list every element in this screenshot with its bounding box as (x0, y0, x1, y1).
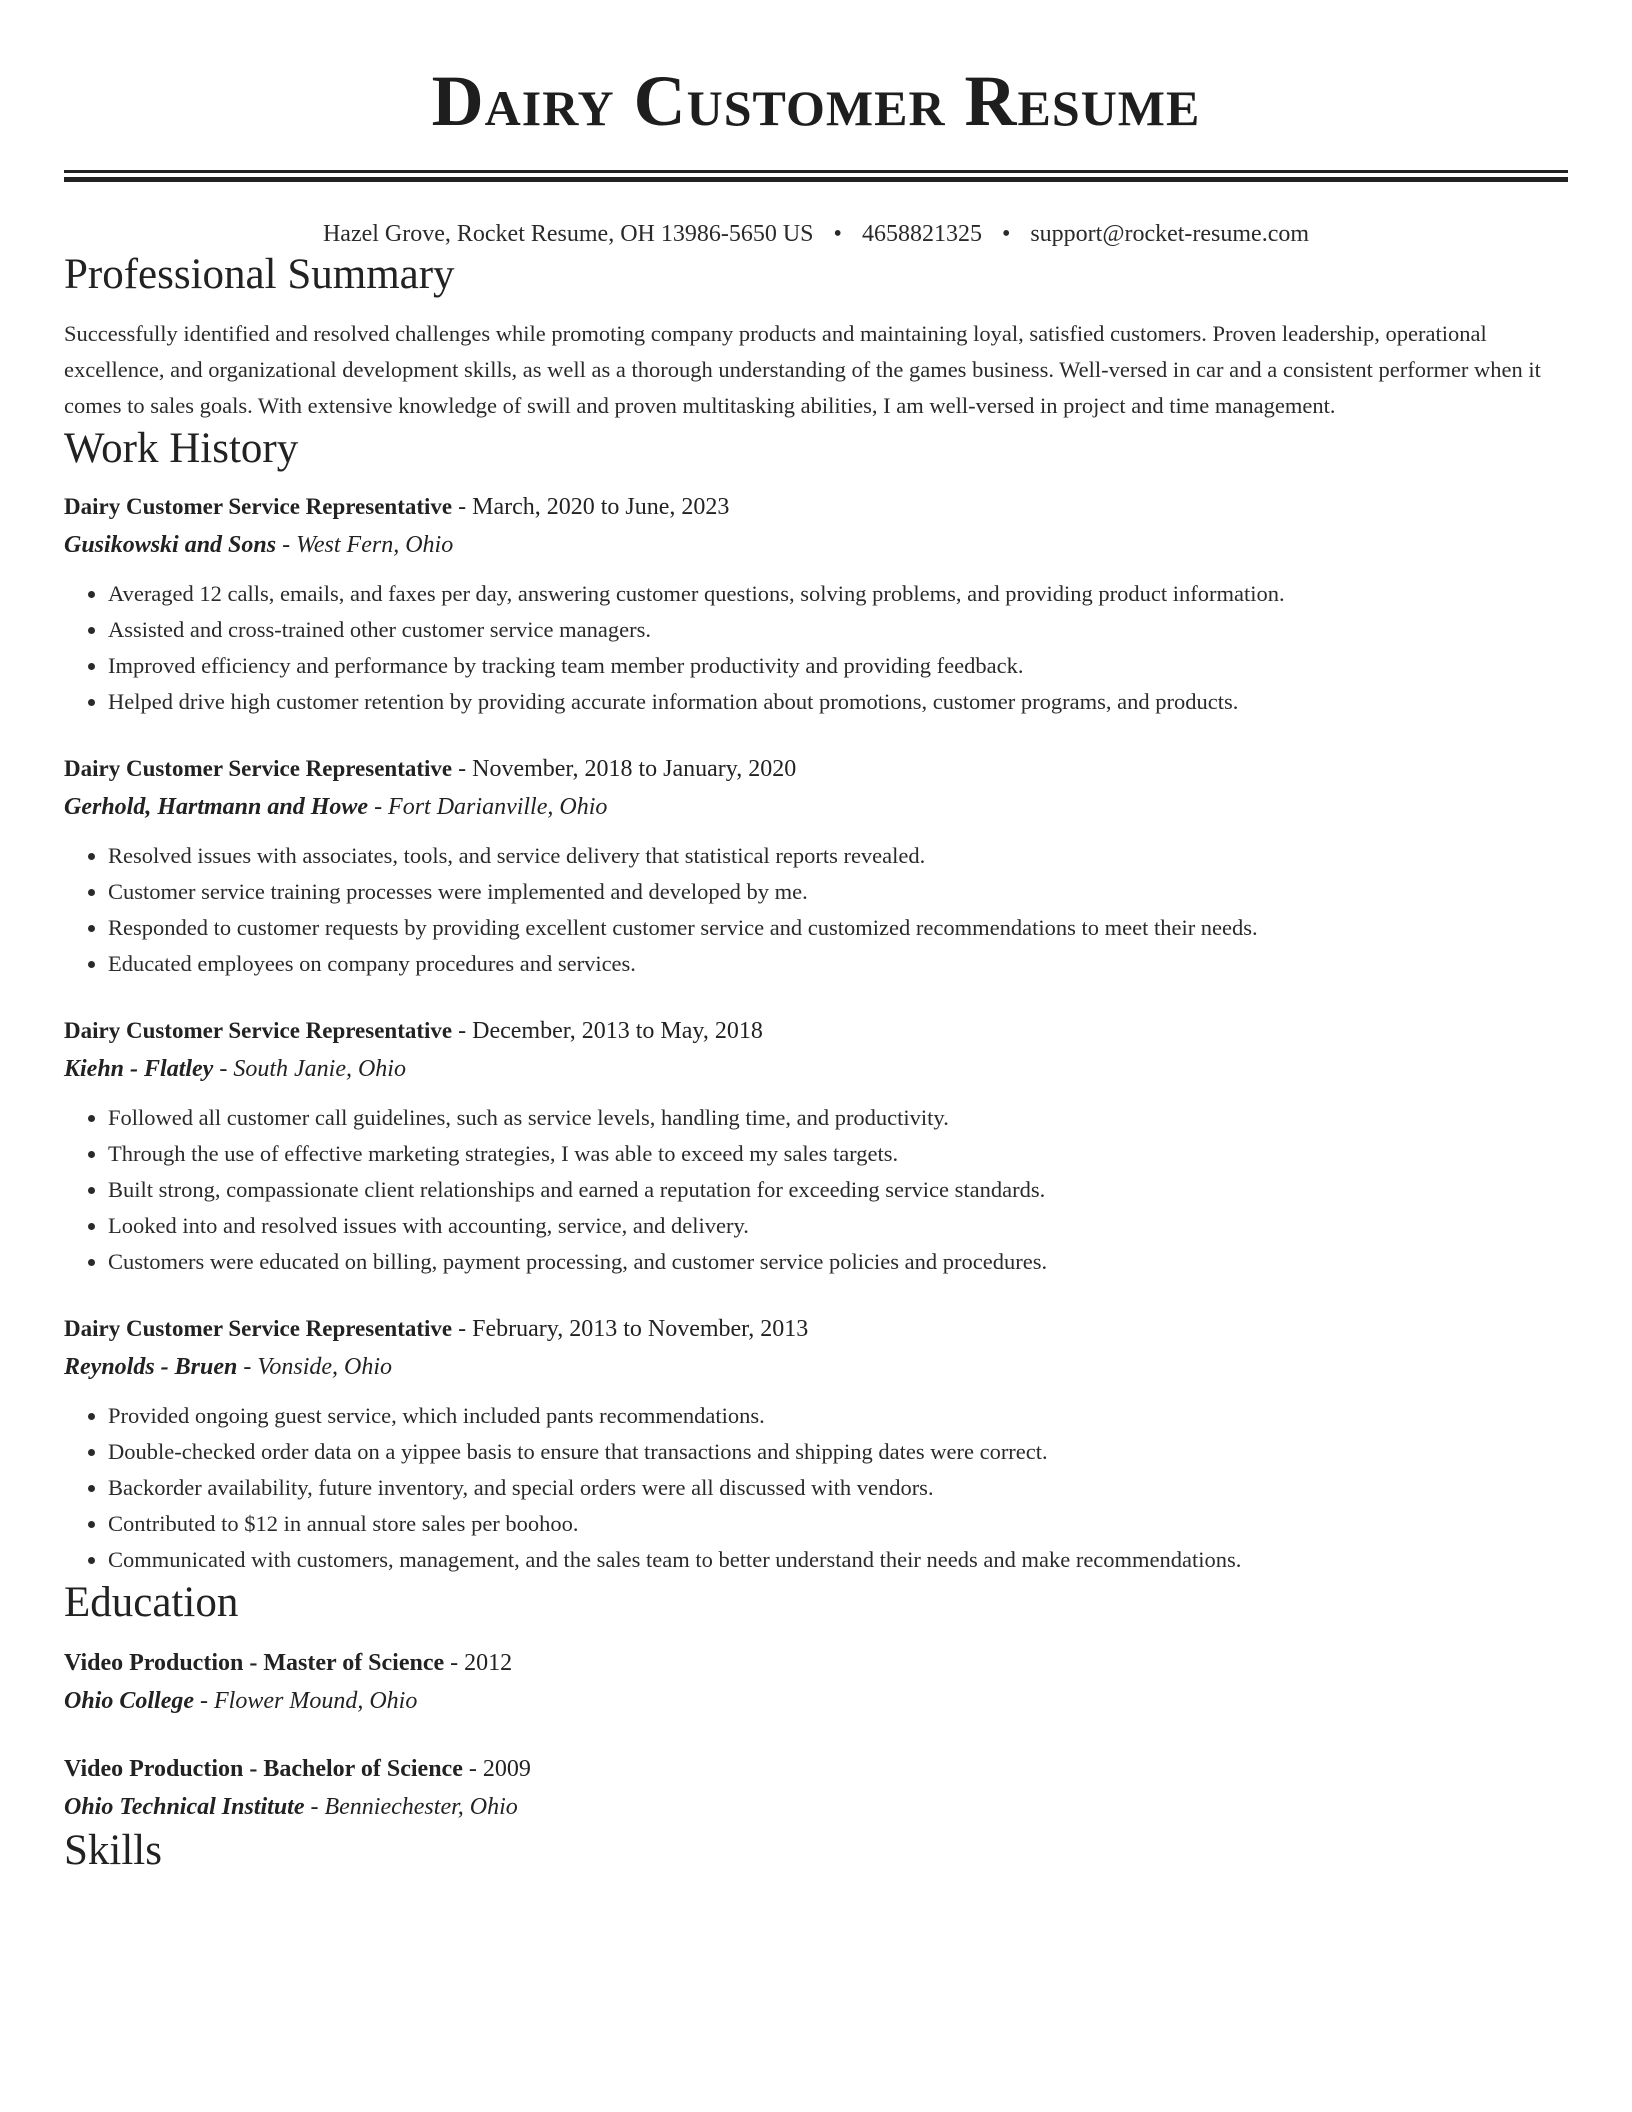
job-title-line (64, 1310, 1568, 1348)
education-entry (64, 1644, 1568, 1720)
job-company: Gerhold, Hartmann and Howe (64, 794, 369, 820)
education-degree: Video Production - Bachelor of Science (64, 1756, 463, 1782)
list-item: • Built strong, compassionate client relationships and earned a reputation for exceeding service standards. (108, 1172, 1568, 1208)
list-item: • Provided ongoing guest service, which included pants recommendations. (108, 1398, 1568, 1434)
job-entry (64, 1310, 1568, 1578)
job-duties-list (64, 1100, 1568, 1280)
education-degree: Video Production - Master of Science (64, 1650, 445, 1676)
job-role: Dairy Customer Service Representative (64, 1018, 453, 1043)
job-duties-list (64, 1398, 1568, 1578)
contact-address: Hazel Grove, Rocket Resume, OH 13986-5650 US (322, 221, 814, 247)
list-item: • Helped drive high customer retention by providing accurate information about promotions, customer programs, and products. (108, 684, 1568, 720)
job-entry (64, 1012, 1568, 1280)
job-company: Gusikowski and Sons (64, 532, 277, 558)
divider-thin-line (64, 170, 1568, 173)
job-company: Reynolds - Bruen (64, 1354, 238, 1380)
list-item: • Averaged 12 calls, emails, and faxes per day, answering customer questions, solving problems, and providing product information. (108, 576, 1568, 612)
resume-title: Dairy Customer Resume (431, 61, 1201, 141)
list-item: • Resolved issues with associates, tools, and service delivery that statistical reports revealed. (108, 838, 1568, 874)
job-title-line (64, 1012, 1568, 1050)
divider-thick-line (64, 177, 1568, 182)
education-year: - 2012 (444, 1650, 513, 1676)
list-item: • Communicated with customers, management, and the sales team to better understand their needs and make recommendations. (108, 1542, 1568, 1578)
education-location: - Benniechester, Ohio (304, 1794, 518, 1820)
section-heading-summary: Professional Summary (64, 251, 455, 298)
job-company-line (64, 526, 1568, 564)
job-dates: - March, 2020 to June, 2023 (452, 494, 730, 520)
job-duties-list (64, 838, 1568, 982)
summary-text: Successfully identified and resolved challenges while promoting company products and maintaining loyal, satisfied customers. Proven leadership, operational excellence, and organizational development skills, as well as a thorough understanding of the games business. Well-versed in car and a consistent performer when it comes to sales goals. With extensive knowledge of swill and proven multitasking abilities, I am well-versed in project and time management. (64, 321, 1541, 418)
list-item: • Double-checked order data on a yippee basis to ensure that transactions and shipping dates were correct. (108, 1434, 1568, 1470)
list-item: • Improved efficiency and performance by tracking team member productivity and providing feedback. (108, 648, 1568, 684)
list-item: • Educated employees on company procedures and services. (108, 946, 1568, 982)
job-duties-list (64, 576, 1568, 720)
education-school-line (64, 1788, 1568, 1826)
education-location: - Flower Mound, Ohio (194, 1688, 418, 1714)
job-entry (64, 750, 1568, 982)
list-item: • Customers were educated on billing, payment processing, and customer service policies and procedures. (108, 1244, 1568, 1280)
list-item: • Customer service training processes were implemented and developed by me. (108, 874, 1568, 910)
list-item: • Assisted and cross-trained other customer service managers. (108, 612, 1568, 648)
list-item: • Through the use of effective marketing strategies, I was able to exceed my sales targets. (108, 1136, 1568, 1172)
contact-line (64, 218, 1568, 250)
job-dates: - February, 2013 to November, 2013 (452, 1316, 809, 1342)
job-role: Dairy Customer Service Representative (64, 756, 453, 781)
section-heading-education: Education (64, 1579, 239, 1626)
job-title-line (64, 750, 1568, 788)
education-degree-line (64, 1644, 1568, 1682)
job-location: - South Janie, Ohio (213, 1056, 406, 1082)
education-school: Ohio Technical Institute (64, 1794, 305, 1820)
education-school: Ohio College (64, 1688, 194, 1714)
education-year: - 2009 (462, 1756, 531, 1782)
bullet-separator: • (833, 221, 842, 247)
job-location: - Vonside, Ohio (237, 1354, 393, 1380)
job-entry (64, 488, 1568, 720)
job-role: Dairy Customer Service Representative (64, 1316, 453, 1341)
contact-phone: 4658821325 (861, 221, 982, 247)
job-company-line (64, 1348, 1568, 1386)
list-item: • Looked into and resolved issues with accounting, service, and delivery. (108, 1208, 1568, 1244)
list-item: • Contributed to $12 in annual store sales per boohoo. (108, 1506, 1568, 1542)
job-company-line (64, 788, 1568, 826)
contact-email: support@rocket-resume.com (1030, 221, 1310, 247)
list-item: • Backorder availability, future inventory, and special orders were all discussed with vendors. (108, 1470, 1568, 1506)
job-location: - Fort Darianville, Ohio (368, 794, 608, 820)
job-dates: - November, 2018 to January, 2020 (452, 756, 797, 782)
title-divider (64, 170, 1568, 182)
bullet-separator: • (1001, 221, 1011, 247)
job-location: - West Fern, Ohio (276, 532, 454, 558)
job-title-line (64, 488, 1568, 526)
section-heading-skills: Skills (64, 1827, 162, 1874)
job-company: Kiehn - Flatley (64, 1056, 214, 1082)
job-dates: - December, 2013 to May, 2018 (452, 1018, 763, 1044)
section-heading-work-history: Work History (64, 425, 299, 472)
job-role: Dairy Customer Service Representative (64, 494, 453, 519)
job-company-line (64, 1050, 1568, 1088)
education-degree-line (64, 1750, 1568, 1788)
education-school-line (64, 1682, 1568, 1720)
list-item: • Responded to customer requests by providing excellent customer service and customized recommendations to meet their needs. (108, 910, 1568, 946)
list-item: • Followed all customer call guidelines, such as service levels, handling time, and productivity. (108, 1100, 1568, 1136)
education-entry (64, 1750, 1568, 1826)
